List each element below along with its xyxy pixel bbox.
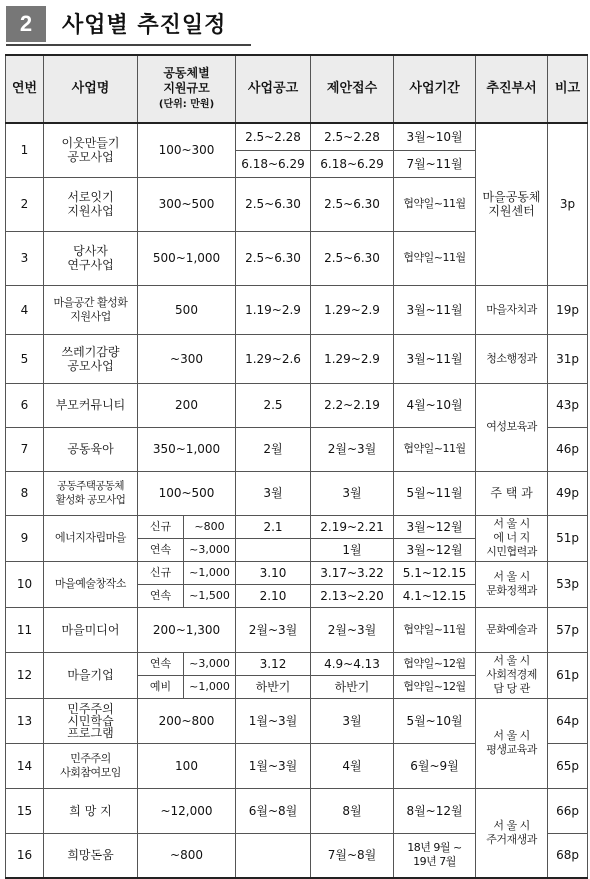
table-row [6, 334, 588, 383]
row-no: 3 [6, 231, 44, 285]
row-scale: ~300 [138, 334, 236, 383]
row-notice: 2.5~6.30 [236, 231, 311, 285]
row-proposal: 2월~3월 [311, 607, 394, 652]
col-scale-unit: (단위: 만원) [158, 99, 215, 110]
row-no: 13 [6, 698, 44, 743]
row-name: 희 망 지 [44, 788, 138, 833]
row-subtype: 예비 [138, 675, 184, 698]
row-name: 민주주의 사회참여모임 [44, 743, 138, 788]
row-scale: 350~1,000 [138, 427, 236, 471]
row-proposal: 하반기 [311, 675, 394, 698]
row-notice: 2.5~2.28 [236, 123, 311, 150]
row-no: 15 [6, 788, 44, 833]
table-row [6, 561, 588, 584]
row-no: 2 [6, 177, 44, 231]
table-row [6, 515, 588, 538]
row-notice: 2.10 [236, 584, 311, 607]
table-row [6, 285, 588, 334]
row-scale: 500 [138, 285, 236, 334]
row-no: 6 [6, 383, 44, 427]
row-scale: 200~800 [138, 698, 236, 743]
col-note: 비고 [548, 55, 588, 123]
col-scale-line2: 지원규모 [163, 81, 210, 95]
row-period: 4.1~12.15 [394, 584, 476, 607]
row-dept: 서 울 시 문화정책과 [476, 561, 548, 607]
row-proposal: 4.9~4.13 [311, 652, 394, 675]
row-period: 5월~11월 [394, 471, 476, 515]
row-proposal: 1월 [311, 538, 394, 561]
row-name: 희망돈움 [44, 833, 138, 878]
row-scale: 500~1,000 [138, 231, 236, 285]
row-no: 12 [6, 652, 44, 698]
row-no: 8 [6, 471, 44, 515]
row-proposal: 2.5~2.28 [311, 123, 394, 150]
row-proposal: 2.13~2.20 [311, 584, 394, 607]
col-notice: 사업공고 [236, 55, 311, 123]
row-proposal: 7월~8월 [311, 833, 394, 878]
row-name: 서로잇기 지원사업 [44, 177, 138, 231]
row-note: 49p [548, 471, 588, 515]
row-notice: 2월 [236, 427, 311, 471]
row-name: 공동주택공동체 활성화 공모사업 [44, 471, 138, 515]
row-period: 8월~12월 [394, 788, 476, 833]
row-subtype: 신규 [138, 515, 184, 538]
row-name: 이웃만들기 공모사업 [44, 123, 138, 177]
header-row [6, 55, 588, 123]
row-no: 10 [6, 561, 44, 607]
row-notice: 하반기 [236, 675, 311, 698]
row-proposal: 1.29~2.9 [311, 285, 394, 334]
row-scale: 100~300 [138, 123, 236, 177]
row-note: 57p [548, 607, 588, 652]
row-name: 부모커뮤니티 [44, 383, 138, 427]
row-scale: 300~500 [138, 177, 236, 231]
col-scale [138, 55, 236, 123]
row-dept: 문화예술과 [476, 607, 548, 652]
row-dept: 마을공동체 지원센터 [476, 123, 548, 285]
row-scale: ~800 [184, 515, 236, 538]
row-no: 9 [6, 515, 44, 561]
row-note: 43p [548, 383, 588, 427]
row-no: 7 [6, 427, 44, 471]
row-no: 4 [6, 285, 44, 334]
row-dept: 주 택 과 [476, 471, 548, 515]
row-notice [236, 833, 311, 878]
row-proposal: 2.2~2.19 [311, 383, 394, 427]
row-proposal: 3.17~3.22 [311, 561, 394, 584]
table-row [6, 607, 588, 652]
row-scale: ~12,000 [138, 788, 236, 833]
row-note: 65p [548, 743, 588, 788]
row-no: 14 [6, 743, 44, 788]
row-period: 6월~9월 [394, 743, 476, 788]
row-notice: 6월~8월 [236, 788, 311, 833]
row-note: 61p [548, 652, 588, 698]
col-no: 연번 [6, 55, 44, 123]
row-dept: 서 울 시 에 너 지 시민협력과 [476, 515, 548, 561]
col-scale-line1: 공동체별 [163, 66, 210, 80]
row-name: 마을공간 활성화 지원사업 [44, 285, 138, 334]
table-row [6, 383, 588, 427]
row-scale: ~800 [138, 833, 236, 878]
row-period: 7월~11월 [394, 150, 476, 177]
row-notice: 6.18~6.29 [236, 150, 311, 177]
row-scale: ~3,000 [184, 538, 236, 561]
row-dept: 서 울 시 평생교육과 [476, 698, 548, 788]
row-proposal: 1.29~2.9 [311, 334, 394, 383]
row-scale: 100 [138, 743, 236, 788]
row-period: 3월~11월 [394, 334, 476, 383]
row-period: 협약일~11월 [394, 427, 476, 471]
row-period: 3월~10월 [394, 123, 476, 150]
row-period: 협약일~12월 [394, 675, 476, 698]
row-name: 당사자 연구사업 [44, 231, 138, 285]
row-notice: 3.10 [236, 561, 311, 584]
row-name: 마을예술창작소 [44, 561, 138, 607]
row-notice: 1.29~2.6 [236, 334, 311, 383]
row-no: 11 [6, 607, 44, 652]
row-name: 에너지자립마을 [44, 515, 138, 561]
row-note: 31p [548, 334, 588, 383]
row-dept: 서 울 시 주거재생과 [476, 788, 548, 878]
row-no: 5 [6, 334, 44, 383]
table-row [6, 123, 588, 150]
row-period: 18년 9월 ~ 19년 7월 [394, 833, 476, 878]
section-header [6, 6, 306, 42]
row-proposal: 2.5~6.30 [311, 231, 394, 285]
row-scale: ~1,000 [184, 675, 236, 698]
row-scale: 100~500 [138, 471, 236, 515]
row-period: 3월~12월 [394, 515, 476, 538]
row-note: 46p [548, 427, 588, 471]
row-scale: ~1,000 [184, 561, 236, 584]
row-period: 3월~12월 [394, 538, 476, 561]
row-no: 1 [6, 123, 44, 177]
row-note: 19p [548, 285, 588, 334]
section-number: 2 [6, 6, 46, 42]
row-note: 68p [548, 833, 588, 878]
title-underline [6, 44, 251, 46]
row-note: 66p [548, 788, 588, 833]
row-scale: 200~1,300 [138, 607, 236, 652]
section-title: 사업별 추진일정 [62, 13, 227, 38]
row-notice: 2.5 [236, 383, 311, 427]
row-scale: ~1,500 [184, 584, 236, 607]
row-subtype: 연속 [138, 538, 184, 561]
row-period: 5월~10월 [394, 698, 476, 743]
row-notice [236, 538, 311, 561]
row-subtype: 신규 [138, 561, 184, 584]
row-name: 공동육아 [44, 427, 138, 471]
row-notice: 2.1 [236, 515, 311, 538]
row-notice: 2월~3월 [236, 607, 311, 652]
row-note: 3p [548, 123, 588, 285]
row-notice: 1월~3월 [236, 698, 311, 743]
row-proposal: 2.5~6.30 [311, 177, 394, 231]
row-dept: 서 울 시 사회적경제 담 당 관 [476, 652, 548, 698]
row-notice: 1월~3월 [236, 743, 311, 788]
row-proposal: 6.18~6.29 [311, 150, 394, 177]
row-subtype: 연속 [138, 584, 184, 607]
row-scale: ~3,000 [184, 652, 236, 675]
row-proposal: 4월 [311, 743, 394, 788]
col-proposal: 제안접수 [311, 55, 394, 123]
row-dept: 청소행정과 [476, 334, 548, 383]
row-note: 51p [548, 515, 588, 561]
row-dept: 마을자치과 [476, 285, 548, 334]
row-proposal: 3월 [311, 698, 394, 743]
row-period: 협약일~11월 [394, 177, 476, 231]
table-row [6, 698, 588, 743]
row-period: 3월~11월 [394, 285, 476, 334]
row-name: 마을미디어 [44, 607, 138, 652]
row-notice: 3.12 [236, 652, 311, 675]
row-no: 16 [6, 833, 44, 878]
row-note: 64p [548, 698, 588, 743]
row-notice: 1.19~2.9 [236, 285, 311, 334]
table-row [6, 788, 588, 833]
row-subtype: 연속 [138, 652, 184, 675]
row-period: 협약일~11월 [394, 607, 476, 652]
row-period: 협약일~12월 [394, 652, 476, 675]
col-name: 사업명 [44, 55, 138, 123]
col-dept: 추진부서 [476, 55, 548, 123]
row-notice: 2.5~6.30 [236, 177, 311, 231]
col-period: 사업기간 [394, 55, 476, 123]
row-name: 마을기업 [44, 652, 138, 698]
row-name: 민주주의 시민학습 프로그램 [44, 698, 138, 743]
table-row [6, 471, 588, 515]
row-period: 5.1~12.15 [394, 561, 476, 584]
row-name: 쓰레기감량 공모사업 [44, 334, 138, 383]
row-notice: 3월 [236, 471, 311, 515]
row-scale: 200 [138, 383, 236, 427]
row-period: 4월~10월 [394, 383, 476, 427]
row-proposal: 3월 [311, 471, 394, 515]
row-period: 협약일~11월 [394, 231, 476, 285]
row-proposal: 2.19~2.21 [311, 515, 394, 538]
row-note: 53p [548, 561, 588, 607]
row-dept: 여성보육과 [476, 383, 548, 471]
table-row [6, 652, 588, 675]
row-proposal: 8월 [311, 788, 394, 833]
schedule-table [5, 54, 588, 879]
row-proposal: 2월~3월 [311, 427, 394, 471]
